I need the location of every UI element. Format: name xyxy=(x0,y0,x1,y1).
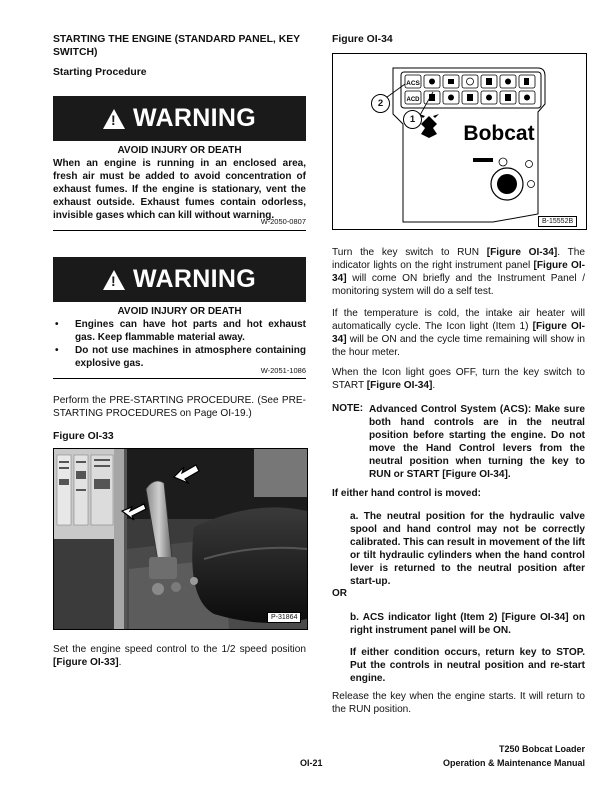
page-number: OI-21 xyxy=(300,758,323,768)
warning-bullets xyxy=(53,318,306,370)
warning-icon: ! xyxy=(103,109,125,129)
callout-1: 1 xyxy=(403,110,422,129)
icon-light-paragraph xyxy=(332,366,585,392)
subheading: Starting Procedure xyxy=(53,67,147,78)
divider xyxy=(53,230,306,231)
warning-bullet: • Engines can have hot parts and hot exhaust gas. Keep flammable material away. xyxy=(53,318,306,344)
condition-a: a. The neutral position for the hydraulic valve spool and hand control may not be correctly calibrated. This can result in movement of the lift or tilt hydraulic cylinders when the hand control lever is returned to the neutral position after start-up. xyxy=(350,511,586,587)
figure-ref: [Figure OI-34] xyxy=(332,321,585,345)
warning-code-2: W-2051-1086 xyxy=(260,366,306,375)
footer-model: T250 Bobcat Loader xyxy=(498,744,585,754)
figure-ref: [Figure OI-34] xyxy=(366,380,433,391)
text: will be ON and the cycle time remaining will show in the hour meter. xyxy=(332,334,585,358)
warning-banner-2 xyxy=(53,257,306,302)
warning-title-1: AVOID INJURY OR DEATH xyxy=(117,145,242,156)
bobcat-brand: Bobcat xyxy=(463,122,535,145)
section-heading: STARTING THE ENGINE (STANDARD PANEL, KEY SWITCH) xyxy=(53,34,300,58)
figure-34-code: B-15552B xyxy=(538,216,577,227)
warning-title-2: AVOID INJURY OR DEATH xyxy=(117,306,242,317)
figure-34-illustration xyxy=(332,53,587,230)
warning-code-1: W-2050-0807 xyxy=(260,217,306,226)
figure-ref: [Figure OI-33] xyxy=(53,657,119,668)
note-label: NOTE: xyxy=(332,403,364,414)
figure-33-label: Figure OI-33 xyxy=(53,431,114,442)
prestart-paragraph: Perform the PRE-STARTING PROCEDURE. (See PRE-STARTING PROCEDURES on Page OI-19.) xyxy=(53,395,306,419)
warning-body-1: When an engine is running in an enclosed area, fresh air must be added to avoid concentration of exhaust fumes. If the engine is stationary, vent the exhaust outside. Exhaust fumes contain odorless, invisible gases which can kill without warning. xyxy=(53,158,306,221)
text: . xyxy=(432,380,436,391)
text: Turn the key switch to RUN xyxy=(332,247,487,258)
figure-33-photo xyxy=(53,448,308,630)
divider xyxy=(53,378,306,379)
run-paragraph xyxy=(332,246,585,298)
release-paragraph: Release the key when the engine starts. It will return to the RUN position. xyxy=(332,691,585,715)
warning-word: WARNING xyxy=(133,265,256,293)
figure-33-code: P-31864 xyxy=(267,612,301,623)
figure-ref: [Figure OI-34] xyxy=(332,260,585,284)
speed-text: Set the engine speed control to the 1/2 speed position xyxy=(53,644,306,655)
figure-34-label: Figure OI-34 xyxy=(332,34,393,45)
text: If the temperature is cold, the intake air heater will automatically cycle. The Icon light (Item 1) xyxy=(332,308,585,332)
cold-paragraph xyxy=(332,307,585,359)
figure-ref: [Figure OI-34] xyxy=(486,247,558,258)
callout-2: 2 xyxy=(371,94,390,113)
text: . The indicator lights on the right instrument panel xyxy=(332,247,585,271)
warning-icon: ! xyxy=(103,270,125,290)
text: will come ON briefly and the Instrument Panel / monitoring system will do a self test. xyxy=(332,273,585,297)
if-moved-heading: If either hand control is moved: xyxy=(332,488,481,499)
speed-paragraph xyxy=(53,643,306,669)
condition-b: b. ACS indicator light (Item 2) [Figure OI-34] on right instrument panel will be ON. xyxy=(350,612,585,636)
warning-banner-1 xyxy=(53,96,306,141)
warning-bullet: • Do not use machines in atmosphere containing explosive gas. xyxy=(53,344,306,370)
instrument-panel-drawing xyxy=(333,54,586,229)
acd-indicator-label: ACD xyxy=(406,97,420,103)
restart-instruction: If either condition occurs, return key to STOP. Put the controls in neutral position and re-start engine. xyxy=(350,647,585,684)
warning-word: WARNING xyxy=(133,104,256,132)
acs-indicator-label: ACS xyxy=(406,80,420,87)
note-text: Advanced Control System (ACS): Make sure both hand controls are in the neutral position before starting the engine. Do not move the Hand Control levers from the neutral position when turning the key to RUN or START [Figure OI-34]. xyxy=(369,404,585,480)
footer-manual: Operation & Maintenance Manual xyxy=(442,758,585,768)
loader-cab-photo xyxy=(54,449,307,629)
text: When the Icon light goes OFF, turn the key switch to START xyxy=(332,367,585,391)
or-label: OR xyxy=(332,588,347,599)
speed-end: . xyxy=(118,657,122,668)
